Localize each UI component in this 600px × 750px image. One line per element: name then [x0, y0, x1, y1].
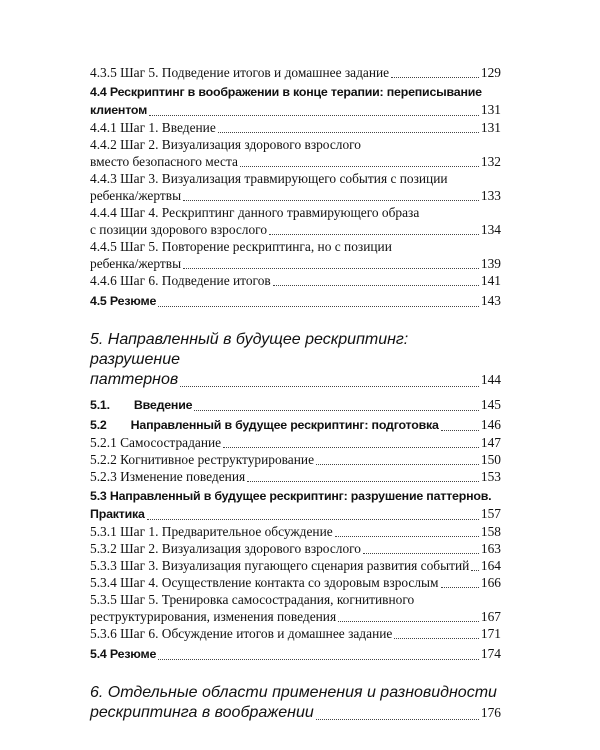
toc-subsection-entry[interactable] [90, 523, 501, 540]
dot-leader [441, 587, 479, 588]
dot-leader [441, 430, 479, 431]
toc-entry-title-line: 5.3 Направленный в будущее рескриптинг: разрушение паттернов. [90, 489, 492, 503]
toc-subsection-entry[interactable] [90, 451, 501, 468]
toc-page-number: 143 [480, 293, 501, 308]
toc-entry-title-line: 4.4.5 Шаг 5. Повторение рескриптинга, но с позиции [90, 239, 392, 254]
toc-entry-title: 5.3.6 Шаг 6. Обсуждение итогов и домашнее задание [90, 626, 393, 641]
toc-entry-title-line: 4.4.2 Шаг 2. Визуализация здорового взрослого [90, 137, 362, 152]
toc-page-number: 163 [480, 541, 501, 556]
toc-page-number: 145 [480, 397, 501, 412]
toc-subsection-entry[interactable] [90, 170, 501, 204]
toc-entry-title: Практика [90, 507, 145, 521]
toc-page-number: 131 [480, 120, 501, 135]
toc-page-number: 131 [480, 102, 501, 117]
toc-entry-title: рескриптинга в воображении [90, 704, 314, 721]
dot-leader [273, 285, 479, 286]
dot-leader [147, 519, 479, 520]
toc-subsection-entry[interactable] [90, 468, 501, 485]
dot-leader [269, 234, 479, 235]
toc-chapter-entry[interactable] [90, 683, 501, 723]
toc-page-number: 164 [480, 558, 501, 573]
toc-section-entry[interactable] [90, 488, 501, 523]
dot-leader [183, 268, 479, 269]
toc-section-entry[interactable] [90, 396, 501, 414]
toc-subsection-entry[interactable] [90, 591, 501, 625]
toc-entry-title: 4.4.1 Шаг 1. Введение [90, 120, 216, 135]
toc-subsection-entry[interactable] [90, 540, 501, 557]
toc-entry-title: 5.2.1 Самосострадание [90, 435, 222, 450]
toc-entry-title: Направленный в будущее рескриптинг: подготовка [130, 418, 439, 432]
toc-entry-title: реструктурирования, изменения поведения [90, 609, 337, 624]
toc-page-number: 150 [480, 452, 501, 467]
dot-leader [471, 570, 479, 571]
toc-entry-title: 5.3.1 Шаг 1. Предварительное обсуждение [90, 524, 333, 539]
toc-entry-title: паттернов [90, 371, 179, 388]
toc-entry-title: 4.4.6 Шаг 6. Подведение итогов [90, 273, 271, 288]
toc-subsection-entry[interactable] [90, 557, 501, 574]
toc-entry-title: 4.3.5 Шаг 5. Подведение итогов и домашнее задание [90, 65, 390, 80]
dot-leader [316, 719, 479, 720]
toc-subsection-entry[interactable] [90, 625, 501, 642]
toc-page-number: 171 [480, 626, 501, 641]
toc-page-number: 176 [480, 705, 501, 720]
dot-leader [316, 464, 479, 465]
dot-leader [391, 77, 479, 78]
toc-page-number: 167 [480, 609, 501, 624]
toc-section-entry[interactable] [90, 645, 501, 663]
toc-entry-title: 5.3.2 Шаг 2. Визуализация здорового взрослого [90, 541, 362, 556]
toc-page-number: 157 [480, 506, 501, 521]
toc-page-number: 146 [480, 417, 501, 432]
toc-subsection-entry[interactable] [90, 272, 501, 289]
toc-subsection-entry[interactable] [90, 136, 501, 170]
toc-page-number: 166 [480, 575, 501, 590]
toc-page-number: 147 [480, 435, 501, 450]
toc-entry-title-line: 4.4.4 Шаг 4. Рескриптинг данного травмирующего образа [90, 205, 420, 220]
toc-page-number: 134 [480, 222, 501, 237]
toc-entry-title: 5.4 Резюме [90, 647, 157, 661]
toc-section-entry[interactable] [90, 84, 501, 119]
toc-page-number: 139 [480, 256, 501, 271]
dot-leader [363, 553, 479, 554]
toc-entry-title-line: 5. Направленный в будущее рескриптинг: разрушение [90, 331, 409, 368]
toc-page-number: 141 [480, 273, 501, 288]
table-of-contents [90, 64, 501, 723]
toc-entry-number: 5.2 [90, 418, 107, 432]
toc-entry-title: с позиции здорового взрослого [90, 222, 268, 237]
toc-entry-title-line: 6. Отдельные области применения и разновидности [90, 684, 497, 701]
dot-leader [149, 115, 479, 116]
dot-leader [240, 166, 479, 167]
toc-subsection-entry[interactable] [90, 119, 501, 136]
dot-leader [158, 306, 479, 307]
toc-entry-title: клиентом [90, 103, 148, 117]
toc-entry-title: ребенка/жертвы [90, 256, 182, 271]
toc-chapter-entry[interactable] [90, 330, 501, 390]
toc-page-number: 144 [480, 372, 501, 387]
toc-subsection-entry[interactable] [90, 238, 501, 272]
toc-entry-title: 5.2.2 Когнитивное реструктурирование [90, 452, 315, 467]
toc-entry-title: Введение [133, 398, 193, 412]
toc-page-number: 153 [480, 469, 501, 484]
dot-leader [180, 386, 479, 387]
dot-leader [183, 200, 479, 201]
toc-page-number: 174 [480, 646, 501, 661]
toc-entry-title: 4.5 Резюме [90, 294, 157, 308]
dot-leader [247, 481, 479, 482]
toc-subsection-entry[interactable] [90, 64, 501, 81]
dot-leader [338, 621, 479, 622]
toc-entry-title: ребенка/жертвы [90, 188, 182, 203]
toc-entry-title-line: 5.3.5 Шаг 5. Тренировка самосострадания, когнитивного [90, 592, 415, 607]
toc-page-number: 132 [480, 154, 501, 169]
toc-entry-title: 5.3.4 Шаг 4. Осуществление контакта со здоровым взрослым [90, 575, 439, 590]
toc-page-number: 129 [480, 65, 501, 80]
dot-leader [218, 132, 479, 133]
toc-subsection-entry[interactable] [90, 574, 501, 591]
toc-section-entry[interactable] [90, 292, 501, 310]
toc-entry-title-line: 4.4.3 Шаг 3. Визуализация травмирующего события с позиции [90, 171, 448, 186]
dot-leader [194, 410, 479, 411]
toc-subsection-entry[interactable] [90, 204, 501, 238]
dot-leader [394, 638, 479, 639]
dot-leader [335, 536, 479, 537]
dot-leader [158, 659, 479, 660]
toc-page-number: 133 [480, 188, 501, 203]
toc-subsection-entry[interactable] [90, 434, 501, 451]
toc-entry-title-line: 4.4 Рескриптинг в воображении в конце терапии: переписывание [90, 85, 482, 99]
toc-entry-title: вместо безопасного места [90, 154, 238, 169]
dot-leader [223, 447, 479, 448]
toc-entry-title: 5.2.3 Изменение поведения [90, 469, 246, 484]
toc-section-entry[interactable] [90, 416, 501, 434]
toc-page-number: 158 [480, 524, 501, 539]
toc-entry-title: 5.3.3 Шаг 3. Визуализация пугающего сценария развития событий [90, 558, 470, 573]
toc-entry-number: 5.1. [90, 398, 110, 412]
